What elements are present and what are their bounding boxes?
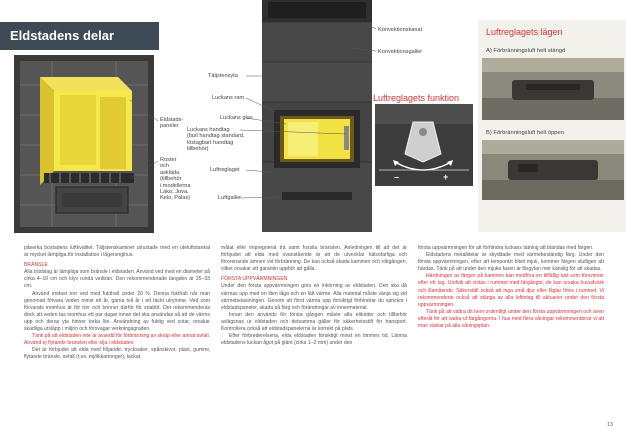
position-a-photo [482,58,624,120]
position-a-label: A) Förbränningsluft helt stängd [486,48,566,54]
text-column-1 [24,245,210,362]
paragraph: Alla trädslag är lämpliga som bränsle i eldstaden. Använd ved med en diameter på cirka 4–10 cm och klyv runda vedträn. Den rekommenderade längden är 25–33 cm. [24,269,210,290]
position-b-photo [482,140,624,200]
callout-konvektionsgaller: Konvektionsgaller [378,49,423,55]
air-control-positions-title: Luftreglagets lägen [486,27,563,37]
paragraph: målat eller impregnerat trä samt fossila bränslen. Anledningen till att det är förbjudet att elda med ovanstående är att de utvecklar hälsofarliga och förorenande ämnen vid förbränning. De kan också skada kaminen och rökgången, vilket orsakar att garantin upphör att gälla. [221,245,407,273]
paragraph: Under den första uppvärmningen görs en inkörning av eldstaden. Den ska då värmas upp med en liten låga och en lätt värme. Alla material måste vänja sig vid värmebelastningen. Genom att först värma upp försiktigt förhindrar du sprickor i eldstadspaneler, skada på färg och förändringar av innermaterial. [221,283,407,311]
text-column-3 [418,245,604,330]
warning-paragraph: Härdningen av färgen på kaminen kan medföra en tillfällig lukt som försvinner efter ett tag. Undvik att vistas i rummet med färgångor, de kan orsaka huvudvärk och illamående. Säkerställ också att inga små djur eller fåglar finns i rummet. Vi rekommenderar också att stänga av alla luftintag till aktuarier under den första uppvärmningen. [418,273,604,308]
air-control-function-title: Luftreglagets funktion [373,93,460,103]
paragraph: första uppvärmningen för att förhindra luckans tätning att blandas med färgen. [418,245,594,251]
callout-luftreglaget: Luftreglaget [210,167,240,173]
paragraph: Efter förbrederelsena, elda eldstaden försiktigt minst en timmes tid. Lämna eldstadens luckan ågot på glänt (cirka 1–2 mm) under den [221,333,407,347]
paragraph: Eldstadens metalldelar är skyddade med värmebeständig färg. Under den första uppvärmningen, efter att temporärt blivit mjuk, kommer färgen slutligen att härdas. Tänk på att under den mjuka fasen är färgytan mer känslig för att skadas. [418,252,604,273]
callout-luckans-ram: Luckans ram [212,95,245,101]
page-number: 13 [606,422,613,428]
section-heading-forsta-uppvarmningen: FÖRSTA UPPVÄRMNINGEN [221,276,288,283]
callout-luftgaller: Luftgaller [218,195,242,201]
callout-taljstensyta: Täljstensyta [208,73,238,79]
callout-luckans-handtag: Luckans handtag (fast handtag standard, löstagbart handtag tillbehör) [187,127,245,153]
paragraph: Innan den används för första gången måste alla etiketter och tillbehör avlägsnas ur eldstaden och detsamma gäller för säkerhetsstift för transport. Kontrollera också att eldstadspanelerna är korrekt på plats. [221,311,407,333]
minus-sign: – [394,172,400,182]
plus-sign: + [443,172,449,182]
position-b-label: B) Förbränningsluft helt öppen [486,130,564,136]
callout-roster: Roster och askläda (tillbehör i modellerna Lako, Juva, Kelo, Palas) [160,157,191,202]
callout-luckans-glas: Luckans glas [220,115,253,121]
paragraph: påverka bostadens luftkvalitet. Täljstenskaminer utrustade med en uteluftstankal är mycket lämpliga för installation i lågenergihus. [24,245,210,259]
warning-paragraph: Tänk på att eldstaden inte är avsedd för förbränning av skräp eller annat avfall. Använd ej flytande bränslen eller olja i eldstaden. [24,333,210,347]
air-control-function-diagram [375,104,473,186]
text-column-2 [221,245,407,347]
callout-eldstadspaneler: Eldstads- paneler [160,117,184,130]
section-heading-bransle: BRÄNSLE [24,262,48,269]
warning-paragraph: Tänk på att vädra dit hem ordentligt under den första uppvärmningen och även efteråt för att vädra ut färgångorna. I hus med flera våningar rekommenderar vi att man vädrar på alla våningsplan. [418,308,604,330]
callout-konvektionskanal: Konvektionskanal [378,27,422,33]
page-title: Eldstadens delar [0,22,159,50]
paragraph: Det är förbjudet att elda med följande: trycksaker, spånskivor, plast, gummi, flytande bränsle, avfall (t.ex. mjölkkartonger), lackat, [24,347,210,361]
paragraph: Använd endast torr ved med fukthalt under 20 %. Denna fukthalt når man genomatt förvara veden minst ett år, gärna två år i ett täckt utrymme. Ved som förvarats inomhus är för torr och brinner därför för snabbt. Det rekommenderas dock att veden tas inomhus ett par dagar innan det ska användas så att de värms upp och deras yta hinner torka lite. Användning av fuktig ved sotar, orsakar skadliga utsläpp i miljön och försvagar verkningsgraden. [24,290,210,333]
